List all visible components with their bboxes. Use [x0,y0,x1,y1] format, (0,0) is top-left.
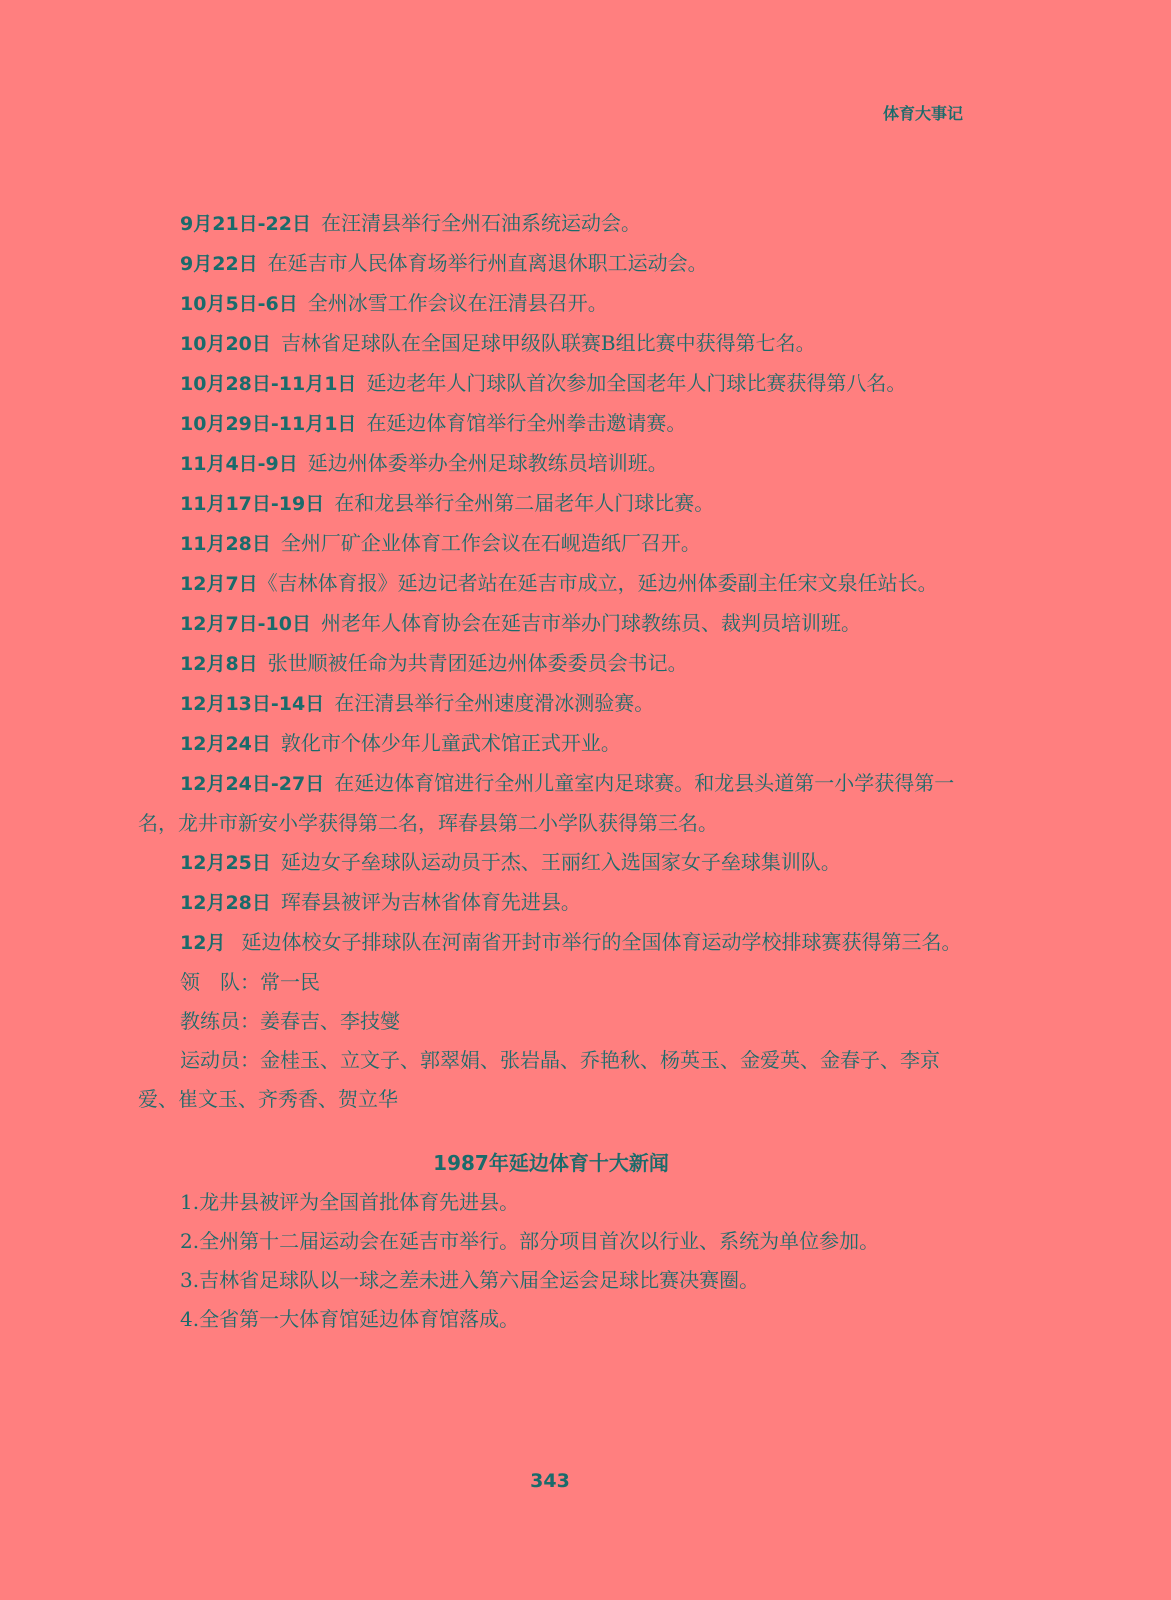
entry-text: 在延吉市人民体育场举行州直离退休职工运动会。 [267,251,708,275]
event-entry [138,564,964,604]
entry-text: 敦化市个体少年儿童武术馆正式开业。 [280,731,621,755]
entry-text: 州老年人体育协会在延吉市举办门球教练员、裁判员培训班。 [321,611,861,635]
news-item: 3.吉林省足球队以一球之差未进入第六届全运会足球比赛决赛圈。 [180,1268,760,1292]
event-entry [138,364,964,404]
entry-text: 吉林省足球队在全国足球甲级队联赛B组比赛中获得第七名。 [280,331,816,355]
event-entry [138,404,964,444]
entry-date: 12月7日-10日 [180,613,311,635]
event-entry [138,284,964,324]
entry-date: 10月20日 [180,333,271,355]
entry-date: 12月28日 [180,892,271,914]
team-coach: 教练员：姜春吉、李技燮 [180,1009,400,1033]
event-entry [138,923,964,963]
entry-text: 延边女子垒球队运动员于杰、王丽红入选国家女子垒球集训队。 [280,850,841,874]
event-entry [138,843,964,883]
event-entry [138,444,964,484]
event-entry [138,684,964,724]
entry-date: 12月24日 [180,733,271,755]
entry-text: 在延边体育馆举行全州拳击邀请赛。 [366,411,687,435]
event-entry [138,883,964,923]
entry-text: 张世顺被任命为共青团延边州体委委员会书记。 [267,651,688,675]
entry-date: 12月7日 [180,573,258,595]
event-entry [138,244,964,284]
news-item: 1.龙井县被评为全国首批体育先进县。 [180,1190,520,1214]
event-entry [138,484,964,524]
news-item: 2.全州第十二届运动会在延吉市举行。部分项目首次以行业、系统为单位参加。 [180,1229,880,1253]
page-content [138,204,964,1339]
entry-text: 《吉林体育报》延边记者站在延吉市成立，延边州体委副主任宋文泉任站长。 [257,571,938,595]
team-athletes: 运动员：金桂玉、立文子、郭翠娟、张岩晶、乔艳秋、杨英玉、金爱英、金春子、李京爱、崔文玉、齐秀香、贺立华 [138,1048,940,1111]
entry-date: 12月 [180,932,226,954]
entry-date: 10月29日-11月1日 [180,413,357,435]
event-entry [138,724,964,764]
event-entry [138,524,964,564]
entry-date: 12月8日 [180,653,258,675]
running-header: 体育大事记 [882,104,963,123]
entry-date: 11月17日-19日 [180,493,325,515]
event-entry [138,204,964,244]
event-entry [138,324,964,364]
entry-date: 11月28日 [180,533,271,555]
news-item: 4.全省第一大体育馆延边体育馆落成。 [180,1307,520,1331]
entry-text: 延边州体委举办全州足球教练员培训班。 [307,451,668,475]
entry-text: 在和龙县举行全州第二届老年人门球比赛。 [334,491,715,515]
entry-text: 全州厂矿企业体育工作会议在石岘造纸厂召开。 [280,531,701,555]
entry-date: 11月4日-9日 [180,453,298,475]
entry-text: 在延边体育馆进行全州儿童室内足球赛。和龙县头道第一小学获得第一名，龙井市新安小学获得第二名，珲春县第二小学队获得第三名。 [138,771,955,835]
entry-text: 延边体校女子排球队在河南省开封市举行的全国体育运动学校排球赛获得第三名。 [241,930,962,954]
entry-text: 在汪清县举行全州速度滑冰测验赛。 [334,691,655,715]
entry-date: 12月24日-27日 [180,773,325,795]
entry-date: 10月5日-6日 [180,293,298,315]
event-entry [138,604,964,644]
entry-text: 珲春县被评为吉林省体育先进县。 [280,890,581,914]
page-number: 343 [530,1470,570,1492]
entry-text: 全州冰雪工作会议在汪清县召开。 [307,291,608,315]
event-entry [138,644,964,684]
entry-text: 延边老年人门球队首次参加全国老年人门球比赛获得第八名。 [366,371,907,395]
entry-text: 在汪清县举行全州石油系统运动会。 [321,211,641,235]
section-title: 1987年延边体育十大新闻 [433,1151,669,1175]
event-entry [138,764,964,843]
entry-date: 9月21日-22日 [180,213,311,235]
team-leader: 领 队：常一民 [180,970,320,994]
entry-date: 12月25日 [180,852,271,874]
entry-date: 12月13日-14日 [180,693,325,715]
entry-date: 9月22日 [180,253,258,275]
entry-date: 10月28日-11月1日 [180,373,357,395]
